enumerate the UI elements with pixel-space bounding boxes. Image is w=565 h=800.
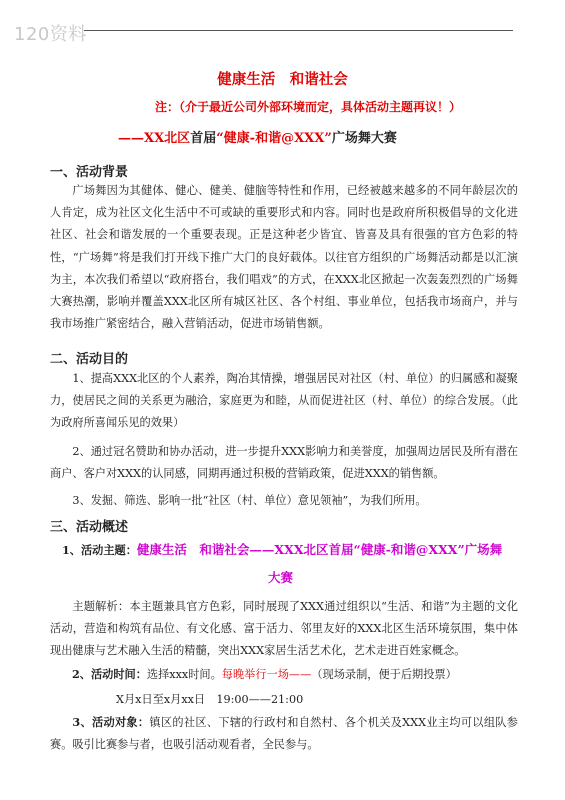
theme-explanation: 主题解析：本主题兼具官方色彩，同时展现了XXX通过组织以“生活、和谐”为主题的文化活动，营造和构筑有品位、有文化感、富于活力、邻里友好的XXX北区生活环境氛围，集中体现出健康与艺术融入生活的精髓，突出XXX家居生活艺术化，艺术走进百姓家概念。	[50, 600, 518, 658]
goal-item-3: 3、发掘、筛选、影响一批“社区（村、单位）意见领袖”，为我们所用。	[72, 494, 427, 507]
time-post: （现场录制，便于后期投票）	[311, 668, 457, 681]
time-pre: 选择xxx时间。	[146, 668, 222, 681]
goal-item-2: 2、通过冠名赞助和协办活动，进一步提升XXX影响力和美誉度，加强周边居民及所有潜在商户、客户对XXX的认同感，同期再通过积极的营销政策，促进XXX的销售额。	[50, 445, 518, 481]
goal-item-1: 1、提高XXX北区的个人素养，陶冶其情操，增强居民对社区（村、单位）的归属感和凝聚力，使居民之间的关系更为融洽，家庭更为和睦，从而促进社区（村、单位）的综合发展。（此为政府所喜闻乐见的效果）	[50, 372, 518, 430]
time-highlight: 每晚举行一场——	[221, 668, 312, 681]
section-heading-background: 一、活动背景	[50, 165, 129, 180]
subtitle-quoted: “健康-和谐@XXX”	[216, 131, 332, 146]
document-subtitle	[118, 127, 397, 146]
subtitle-dash: ——XX北区	[118, 131, 191, 146]
target-paragraph	[50, 711, 518, 756]
section-heading-goals: 二、活动目的	[50, 352, 129, 367]
theme-value-cont: 大赛	[268, 570, 294, 585]
section-heading-overview: 三、活动概述	[50, 520, 129, 535]
time-range: X月x日至x月xx日 19:00——21:00	[116, 693, 304, 706]
time-label: 2、活动时间：	[72, 667, 147, 681]
watermark: 120资料	[14, 24, 87, 45]
theme-label: 1、活动主题：	[62, 543, 137, 557]
background-paragraph: 广场舞因为其健体、健心、健美、健脑等特性和作用，已经被越来越多的不同年龄层次的人肯定，成为社区文化生活中不可或缺的重要形式和内容。同时也是政府所积极倡导的文化进社区、社会和谐发展的一个重要表现。正是这种老少皆宜、皆喜及具有很强的官方色彩的特性，“广场舞”将是我们打开线下推广大门的良好载体。以往官方组织的广场舞活动都是以汇演为主，本次我们希望以“政府搭台，我们唱戏”的方式，在XXX北区掀起一次轰轰烈烈的广场舞大赛热潮，影响并覆盖XXX北区所有城区社区、各个村组、事业单位，包括我市场商户，并与我市场推广紧密结合，融入营销活动，促进市场销售额。	[50, 184, 518, 331]
target-label: 3、活动对象：	[72, 715, 150, 729]
document-title: 健康生活 和谐社会	[217, 71, 348, 88]
subtitle-tail: 广场舞大赛	[331, 131, 397, 146]
document-note: 注：（介于最近公司外部环境而定，具体活动主题再议！）	[155, 100, 462, 114]
target-text: 镇区的社区、下辖的行政村和自然村、各个机关及XXX业主均可以组队参赛。吸引比赛参与者，也吸引活动观看者，全民参与。	[50, 716, 518, 752]
time-line	[72, 666, 457, 682]
theme-value: 健康生活 和谐社会——XXX北区首届“健康-和谐@XXX”广场舞	[136, 542, 503, 557]
theme-line	[62, 540, 502, 558]
subtitle-first: 首届	[190, 131, 217, 146]
theme-line-2	[268, 568, 293, 586]
header-rule	[84, 30, 513, 31]
